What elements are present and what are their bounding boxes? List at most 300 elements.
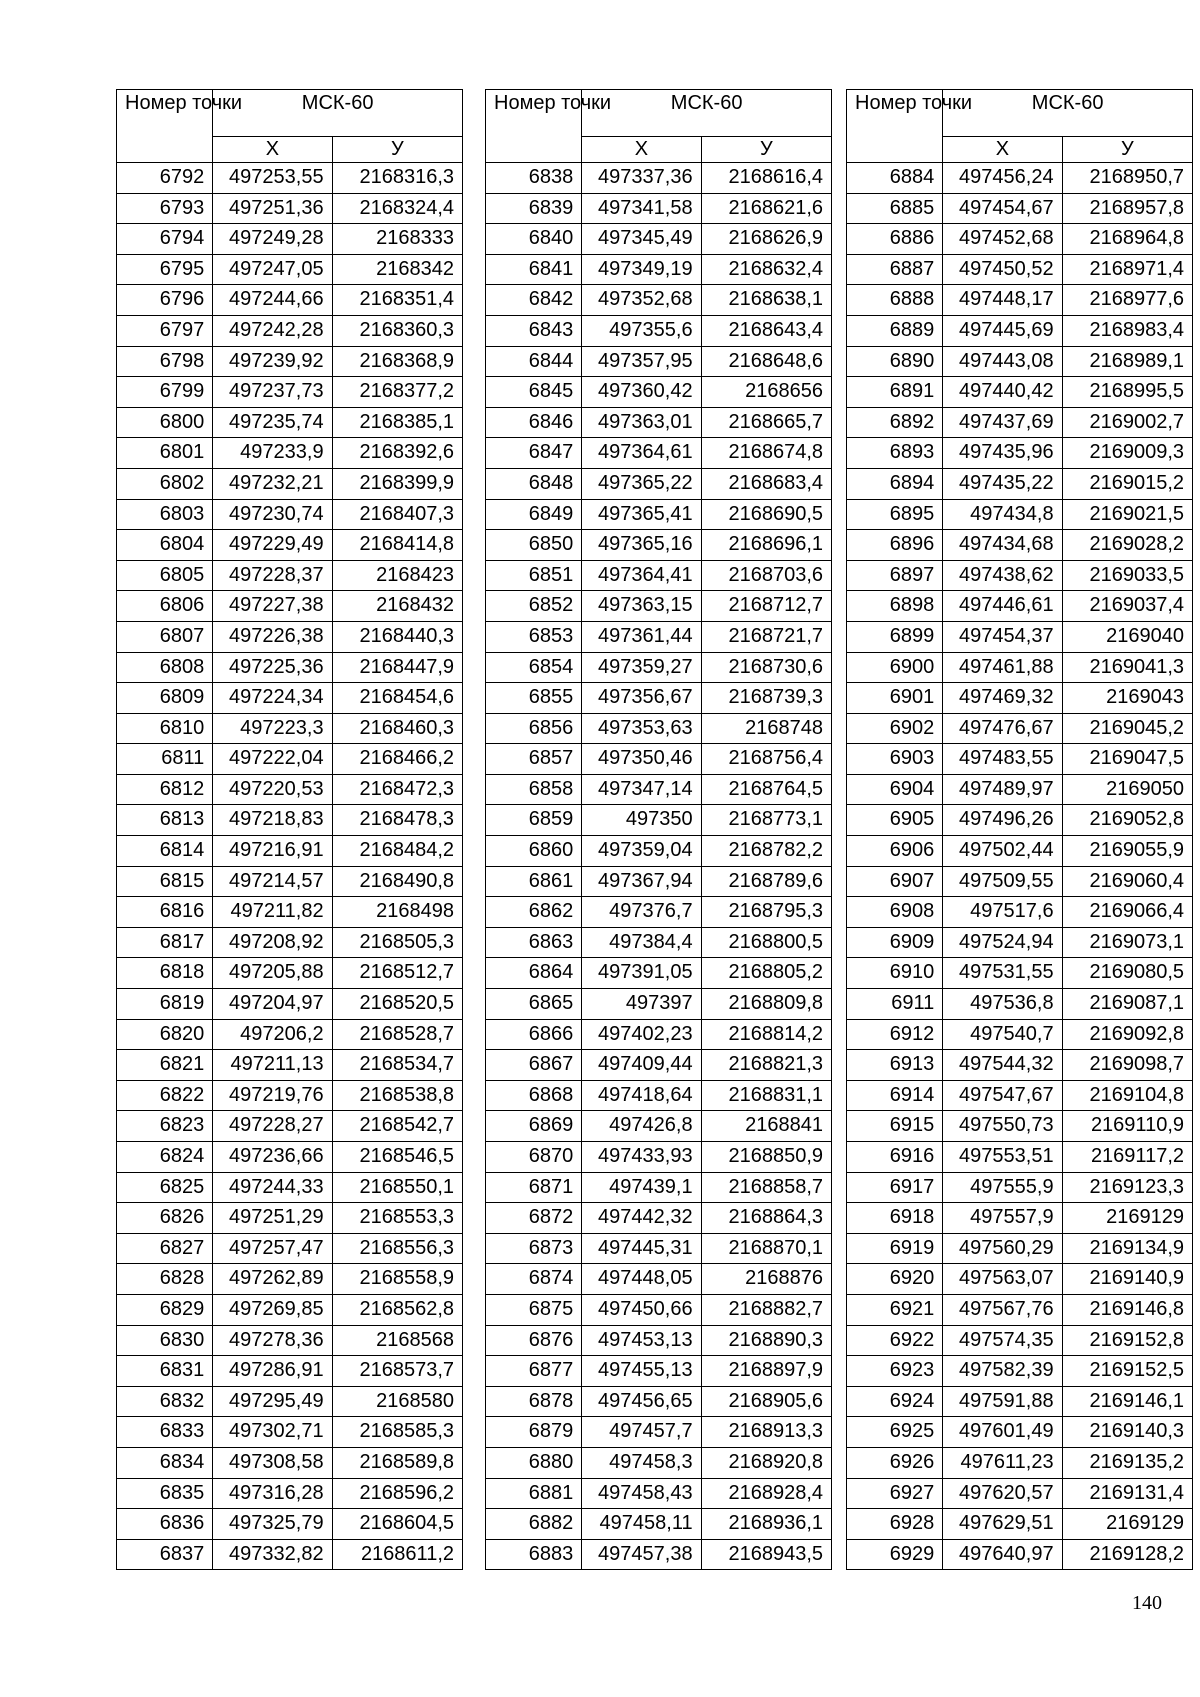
table-row: [117, 1050, 463, 1081]
x-coordinate-cell: 497434,8: [943, 499, 1062, 530]
point-number-cell: 6880: [486, 1447, 582, 1478]
x-coordinate-cell: 497582,39: [943, 1356, 1062, 1387]
table-row: [847, 652, 1193, 683]
y-coordinate-cell: 2168864,3: [701, 1203, 831, 1234]
point-number-cell: 6831: [117, 1356, 213, 1387]
x-coordinate-cell: 497361,44: [582, 621, 701, 652]
point-number-cell: 6904: [847, 774, 943, 805]
y-coordinate-cell: 2169087,1: [1062, 989, 1192, 1020]
table-row: [486, 163, 832, 194]
point-number-cell: 6929: [847, 1539, 943, 1570]
x-coordinate-cell: 497457,7: [582, 1417, 701, 1448]
point-number-cell: 6827: [117, 1233, 213, 1264]
x-coordinate-cell: 497230,74: [213, 499, 332, 530]
x-coordinate-cell: 497257,47: [213, 1233, 332, 1264]
x-coordinate-cell: 497262,89: [213, 1264, 332, 1295]
point-number-cell: 6907: [847, 866, 943, 897]
x-coordinate-cell: 497216,91: [213, 836, 332, 867]
point-number-cell: 6872: [486, 1203, 582, 1234]
x-coordinate-cell: 497509,55: [943, 866, 1062, 897]
x-coordinate-cell: 497540,7: [943, 1019, 1062, 1050]
table-row: [847, 1203, 1193, 1234]
x-coordinate-cell: 497434,68: [943, 530, 1062, 561]
y-coordinate-cell: 2168995,5: [1062, 377, 1192, 408]
table-row: [847, 346, 1193, 377]
x-coordinate-cell: 497228,27: [213, 1111, 332, 1142]
table-row: [117, 560, 463, 591]
point-number-cell: 6914: [847, 1080, 943, 1111]
y-coordinate-cell: 2169041,3: [1062, 652, 1192, 683]
y-coordinate-cell: 2168580: [332, 1386, 462, 1417]
x-coordinate-cell: 497536,8: [943, 989, 1062, 1020]
x-coordinate-cell: 497620,57: [943, 1478, 1062, 1509]
table-row: [117, 1509, 463, 1540]
y-coordinate-cell: 2168841: [701, 1111, 831, 1142]
table-row: [486, 1509, 832, 1540]
table-row: [117, 1264, 463, 1295]
x-coordinate-cell: 497232,21: [213, 468, 332, 499]
y-coordinate-cell: 2168546,5: [332, 1142, 462, 1173]
y-coordinate-cell: 2168626,9: [701, 224, 831, 255]
table-row: [117, 285, 463, 316]
y-coordinate-cell: 2169092,8: [1062, 1019, 1192, 1050]
y-coordinate-cell: 2168542,7: [332, 1111, 462, 1142]
point-number-cell: 6803: [117, 499, 213, 530]
x-coordinate-cell: 497397: [582, 989, 701, 1020]
table-row: [486, 1447, 832, 1478]
point-number-cell: 6794: [117, 224, 213, 255]
table-row: [486, 591, 832, 622]
y-coordinate-cell: 2168890,3: [701, 1325, 831, 1356]
point-number-cell: 6926: [847, 1447, 943, 1478]
x-coordinate-cell: 497359,04: [582, 836, 701, 867]
table-row: [117, 866, 463, 897]
x-coordinate-cell: 497553,51: [943, 1142, 1062, 1173]
point-number-cell: 6817: [117, 927, 213, 958]
y-coordinate-cell: 2169146,8: [1062, 1294, 1192, 1325]
x-coordinate-cell: 497247,05: [213, 254, 332, 285]
x-coordinate-cell: 497435,22: [943, 468, 1062, 499]
point-number-cell: 6798: [117, 346, 213, 377]
y-coordinate-cell: 2168703,6: [701, 560, 831, 591]
x-coordinate-cell: 497489,97: [943, 774, 1062, 805]
y-coordinate-cell: 2168782,2: [701, 836, 831, 867]
y-coordinate-cell: 2168690,5: [701, 499, 831, 530]
table-row: [486, 530, 832, 561]
point-number-cell: 6824: [117, 1142, 213, 1173]
y-coordinate-cell: 2168905,6: [701, 1386, 831, 1417]
table-row: [847, 1509, 1193, 1540]
y-coordinate-cell: 2169060,4: [1062, 866, 1192, 897]
point-number-cell: 6870: [486, 1142, 582, 1173]
y-coordinate-cell: 2168971,4: [1062, 254, 1192, 285]
point-number-cell: 6823: [117, 1111, 213, 1142]
table-row: [117, 897, 463, 928]
point-number-cell: 6828: [117, 1264, 213, 1295]
x-coordinate-cell: 497249,28: [213, 224, 332, 255]
table-row: [847, 1111, 1193, 1142]
x-coordinate-cell: 497357,95: [582, 346, 701, 377]
point-number-cell: 6859: [486, 805, 582, 836]
x-coordinate-cell: 497227,38: [213, 591, 332, 622]
point-number-cell: 6808: [117, 652, 213, 683]
y-coordinate-cell: 2169021,5: [1062, 499, 1192, 530]
table-row: [117, 1386, 463, 1417]
point-number-cell: 6887: [847, 254, 943, 285]
y-coordinate-cell: 2168562,8: [332, 1294, 462, 1325]
table-row: [847, 1142, 1193, 1173]
point-number-cell: 6792: [117, 163, 213, 194]
table-row: [847, 163, 1193, 194]
y-coordinate-cell: 2168674,8: [701, 438, 831, 469]
x-coordinate-cell: 497454,67: [943, 193, 1062, 224]
table-row: [847, 438, 1193, 469]
x-coordinate-cell: 497365,41: [582, 499, 701, 530]
coordinates-table-3: [846, 89, 1193, 1570]
table-row: [847, 560, 1193, 591]
table-row: [486, 407, 832, 438]
point-number-cell: 6868: [486, 1080, 582, 1111]
point-number-cell: 6821: [117, 1050, 213, 1081]
y-coordinate-cell: 2168553,3: [332, 1203, 462, 1234]
point-number-cell: 6915: [847, 1111, 943, 1142]
y-coordinate-cell: 2168324,4: [332, 193, 462, 224]
table-row: [486, 346, 832, 377]
point-number-cell: 6901: [847, 683, 943, 714]
x-coordinate-cell: 497223,3: [213, 713, 332, 744]
table-row: [847, 377, 1193, 408]
point-number-cell: 6864: [486, 958, 582, 989]
y-coordinate-cell: 2169134,9: [1062, 1233, 1192, 1264]
point-number-cell: 6844: [486, 346, 582, 377]
y-coordinate-cell: 2168360,3: [332, 315, 462, 346]
y-coordinate-cell: 2168621,6: [701, 193, 831, 224]
table-row: [117, 1233, 463, 1264]
coordinate-system-header: МСК-60: [582, 90, 832, 137]
y-coordinate-cell: 2168964,8: [1062, 224, 1192, 255]
x-coordinate-cell: 497433,93: [582, 1142, 701, 1173]
y-coordinate-cell: 2168721,7: [701, 621, 831, 652]
x-coordinate-cell: 497325,79: [213, 1509, 332, 1540]
table-row: [486, 1294, 832, 1325]
x-coordinate-cell: 497236,66: [213, 1142, 332, 1173]
point-number-cell: 6879: [486, 1417, 582, 1448]
point-number-cell: 6898: [847, 591, 943, 622]
y-coordinate-cell: 2168484,2: [332, 836, 462, 867]
point-number-cell: 6900: [847, 652, 943, 683]
point-number-cell: 6849: [486, 499, 582, 530]
y-coordinate-cell: 2168756,4: [701, 744, 831, 775]
coordinates-table-2: [485, 89, 832, 1570]
table-row: [117, 254, 463, 285]
table-row: [486, 468, 832, 499]
coordinate-system-header: МСК-60: [213, 90, 463, 137]
point-number-cell: 6862: [486, 897, 582, 928]
table-row: [486, 1417, 832, 1448]
table-row: [486, 1356, 832, 1387]
table-row: [486, 1233, 832, 1264]
x-coordinate-cell: 497557,9: [943, 1203, 1062, 1234]
table-row: [847, 1050, 1193, 1081]
point-number-cell: 6799: [117, 377, 213, 408]
point-number-cell: 6829: [117, 1294, 213, 1325]
point-number-cell: 6869: [486, 1111, 582, 1142]
x-coordinate-cell: 497458,43: [582, 1478, 701, 1509]
table-row: [847, 805, 1193, 836]
y-coordinate-cell: 2168739,3: [701, 683, 831, 714]
point-number-cell: 6881: [486, 1478, 582, 1509]
y-coordinate-cell: 2168611,2: [332, 1539, 462, 1570]
table-row: [117, 958, 463, 989]
table-row: [117, 652, 463, 683]
table-row: [847, 774, 1193, 805]
y-coordinate-cell: 2169033,5: [1062, 560, 1192, 591]
y-coordinate-cell: 2168573,7: [332, 1356, 462, 1387]
x-coordinate-cell: 497574,35: [943, 1325, 1062, 1356]
y-coordinate-cell: 2168538,8: [332, 1080, 462, 1111]
point-number-cell: 6843: [486, 315, 582, 346]
coordinates-tables: [116, 89, 1182, 1567]
table-row: [486, 1019, 832, 1050]
x-coordinate-cell: 497244,33: [213, 1172, 332, 1203]
y-coordinate-cell: 2168795,3: [701, 897, 831, 928]
point-number-cell: 6922: [847, 1325, 943, 1356]
table-row: [847, 407, 1193, 438]
y-coordinate-cell: 2168512,7: [332, 958, 462, 989]
table-row: [117, 1356, 463, 1387]
point-number-cell: 6877: [486, 1356, 582, 1387]
y-coordinate-cell: 2168460,3: [332, 713, 462, 744]
y-coordinate-cell: 2168882,7: [701, 1294, 831, 1325]
y-coordinate-cell: 2168558,9: [332, 1264, 462, 1295]
x-coordinate-cell: 497448,17: [943, 285, 1062, 316]
y-coordinate-cell: 2169002,7: [1062, 407, 1192, 438]
table-row: [847, 285, 1193, 316]
point-number-cell: 6825: [117, 1172, 213, 1203]
y-coordinate-cell: 2168520,5: [332, 989, 462, 1020]
point-number-cell: 6897: [847, 560, 943, 591]
point-number-cell: 6811: [117, 744, 213, 775]
point-number-cell: 6834: [117, 1447, 213, 1478]
table-row: [117, 989, 463, 1020]
y-coordinate-cell: 2168764,5: [701, 774, 831, 805]
y-coordinate-cell: 2168472,3: [332, 774, 462, 805]
x-coordinate-cell: 497239,92: [213, 346, 332, 377]
table-row: [486, 1264, 832, 1295]
point-number-cell: 6924: [847, 1386, 943, 1417]
x-coordinate-cell: 497483,55: [943, 744, 1062, 775]
x-coordinate-cell: 497445,31: [582, 1233, 701, 1264]
x-coordinate-cell: 497445,69: [943, 315, 1062, 346]
y-coordinate-cell: 2168316,3: [332, 163, 462, 194]
y-coordinate-cell: 2168432: [332, 591, 462, 622]
y-coordinate-cell: 2168454,6: [332, 683, 462, 714]
y-coordinate-cell: 2168568: [332, 1325, 462, 1356]
x-coordinate-cell: 497450,66: [582, 1294, 701, 1325]
point-number-cell: 6812: [117, 774, 213, 805]
table-row: [847, 468, 1193, 499]
y-coordinate-cell: 2168342: [332, 254, 462, 285]
x-coordinate-cell: 497229,49: [213, 530, 332, 561]
point-number-cell: 6826: [117, 1203, 213, 1234]
point-number-cell: 6899: [847, 621, 943, 652]
y-coordinate-cell: 2168556,3: [332, 1233, 462, 1264]
x-coordinate-cell: 497563,07: [943, 1264, 1062, 1295]
y-coordinate-cell: 2168983,4: [1062, 315, 1192, 346]
y-coordinate-cell: 2168858,7: [701, 1172, 831, 1203]
point-number-cell: 6920: [847, 1264, 943, 1295]
point-number-cell: 6856: [486, 713, 582, 744]
y-coordinate-cell: 2169066,4: [1062, 897, 1192, 928]
x-coordinate-cell: 497438,62: [943, 560, 1062, 591]
point-number-cell: 6820: [117, 1019, 213, 1050]
table-row: [847, 713, 1193, 744]
x-coordinate-cell: 497302,71: [213, 1417, 332, 1448]
point-number-cell: 6874: [486, 1264, 582, 1295]
coordinates-table-1: [116, 89, 463, 1570]
y-coordinate-cell: 2168897,9: [701, 1356, 831, 1387]
x-coordinate-cell: 497476,67: [943, 713, 1062, 744]
x-coordinate-cell: 497242,28: [213, 315, 332, 346]
point-number-cell: 6892: [847, 407, 943, 438]
table-row: [117, 621, 463, 652]
table-row: [486, 438, 832, 469]
x-coordinate-cell: 497567,76: [943, 1294, 1062, 1325]
y-coordinate-cell: 2169045,2: [1062, 713, 1192, 744]
y-coordinate-cell: 2168351,4: [332, 285, 462, 316]
point-number-cell: 6840: [486, 224, 582, 255]
x-coordinate-cell: 497218,83: [213, 805, 332, 836]
point-number-cell: 6806: [117, 591, 213, 622]
y-coordinate-cell: 2168950,7: [1062, 163, 1192, 194]
point-number-cell: 6910: [847, 958, 943, 989]
y-coordinate-cell: 2169131,4: [1062, 1478, 1192, 1509]
table-row: [486, 989, 832, 1020]
table-row: [117, 224, 463, 255]
table-row: [486, 1478, 832, 1509]
table-row: [847, 193, 1193, 224]
x-coordinate-cell: 497524,94: [943, 927, 1062, 958]
y-coordinate-cell: 2169104,8: [1062, 1080, 1192, 1111]
table-row: [486, 1050, 832, 1081]
x-coordinate-cell: 497204,97: [213, 989, 332, 1020]
point-number-cell: 6925: [847, 1417, 943, 1448]
y-coordinate-cell: 2168712,7: [701, 591, 831, 622]
point-number-cell: 6916: [847, 1142, 943, 1173]
y-header: У: [332, 137, 462, 163]
x-coordinate-cell: 497384,4: [582, 927, 701, 958]
x-coordinate-cell: 497517,6: [943, 897, 1062, 928]
table-row: [847, 1325, 1193, 1356]
point-number-cell: 6882: [486, 1509, 582, 1540]
y-coordinate-cell: 2168730,6: [701, 652, 831, 683]
table-row: [847, 254, 1193, 285]
x-coordinate-cell: 497391,05: [582, 958, 701, 989]
y-coordinate-cell: 2168505,3: [332, 927, 462, 958]
point-number-cell: 6793: [117, 193, 213, 224]
point-number-cell: 6813: [117, 805, 213, 836]
y-coordinate-cell: 2169129: [1062, 1203, 1192, 1234]
point-number-cell: 6893: [847, 438, 943, 469]
y-coordinate-cell: 2168920,8: [701, 1447, 831, 1478]
y-coordinate-cell: 2168696,1: [701, 530, 831, 561]
x-coordinate-cell: 497591,88: [943, 1386, 1062, 1417]
table-row: [486, 927, 832, 958]
table-row: [486, 897, 832, 928]
table-row: [847, 927, 1193, 958]
x-coordinate-cell: 497286,91: [213, 1356, 332, 1387]
point-number-cell: 6873: [486, 1233, 582, 1264]
point-number-cell: 6846: [486, 407, 582, 438]
x-coordinate-cell: 497220,53: [213, 774, 332, 805]
point-number-cell: 6857: [486, 744, 582, 775]
table-row: [486, 1111, 832, 1142]
table-row: [117, 1142, 463, 1173]
y-coordinate-cell: 2168943,5: [701, 1539, 831, 1570]
x-coordinate-cell: 497360,42: [582, 377, 701, 408]
point-number-cell: 6819: [117, 989, 213, 1020]
y-coordinate-cell: 2168368,9: [332, 346, 462, 377]
table-row: [486, 744, 832, 775]
x-coordinate-cell: 497214,57: [213, 866, 332, 897]
x-coordinate-cell: 497458,3: [582, 1447, 701, 1478]
point-number-cell: 6807: [117, 621, 213, 652]
x-coordinate-cell: 497278,36: [213, 1325, 332, 1356]
point-number-cell: 6888: [847, 285, 943, 316]
point-number-cell: 6805: [117, 560, 213, 591]
x-coordinate-cell: 497353,63: [582, 713, 701, 744]
x-coordinate-cell: 497251,29: [213, 1203, 332, 1234]
y-coordinate-cell: 2168333: [332, 224, 462, 255]
x-coordinate-cell: 497332,82: [213, 1539, 332, 1570]
x-coordinate-cell: 497458,11: [582, 1509, 701, 1540]
x-coordinate-cell: 497531,55: [943, 958, 1062, 989]
point-number-cell: 6906: [847, 836, 943, 867]
point-number-cell: 6886: [847, 224, 943, 255]
point-number-cell: 6883: [486, 1539, 582, 1570]
x-coordinate-cell: 497376,7: [582, 897, 701, 928]
y-coordinate-cell: 2169009,3: [1062, 438, 1192, 469]
y-coordinate-cell: 2169047,5: [1062, 744, 1192, 775]
x-coordinate-cell: 497502,44: [943, 836, 1062, 867]
x-coordinate-cell: 497452,68: [943, 224, 1062, 255]
y-coordinate-cell: 2168604,5: [332, 1509, 462, 1540]
point-number-cell: 6908: [847, 897, 943, 928]
point-number-cell: 6890: [847, 346, 943, 377]
point-number-cell: 6912: [847, 1019, 943, 1050]
point-number-cell: 6889: [847, 315, 943, 346]
x-coordinate-cell: 497457,38: [582, 1539, 701, 1570]
table-row: [486, 1325, 832, 1356]
table-row: [486, 377, 832, 408]
x-coordinate-cell: 497211,13: [213, 1050, 332, 1081]
table-row: [486, 1172, 832, 1203]
table-row: [486, 499, 832, 530]
point-number-cell: 6816: [117, 897, 213, 928]
table-row: [117, 836, 463, 867]
table-row: [847, 499, 1193, 530]
y-coordinate-cell: 2169110,9: [1062, 1111, 1192, 1142]
y-coordinate-cell: 2168814,2: [701, 1019, 831, 1050]
table-row: [486, 958, 832, 989]
table-row: [117, 1172, 463, 1203]
point-number-cell: 6911: [847, 989, 943, 1020]
y-coordinate-cell: 2169129: [1062, 1509, 1192, 1540]
y-coordinate-cell: 2168466,2: [332, 744, 462, 775]
x-coordinate-cell: 497365,16: [582, 530, 701, 561]
table-row: [117, 346, 463, 377]
table-row: [486, 836, 832, 867]
